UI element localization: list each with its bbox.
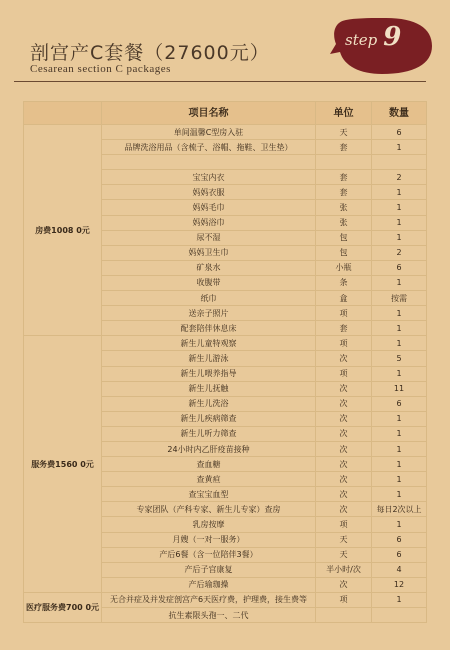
unit-cell: 天 bbox=[316, 547, 372, 562]
quantity-cell: 6 bbox=[372, 125, 427, 140]
header-cell-item: 项目名称 bbox=[102, 102, 316, 125]
item-name-cell: 尿不湿 bbox=[102, 230, 316, 245]
unit-cell: 次 bbox=[316, 487, 372, 502]
unit-cell bbox=[316, 155, 372, 170]
section-label: 医疗服务费700 0元 bbox=[24, 592, 102, 622]
unit-cell: 次 bbox=[316, 381, 372, 396]
unit-cell: 项 bbox=[316, 336, 372, 351]
header-cell-category bbox=[24, 102, 102, 125]
table-header-row bbox=[24, 102, 427, 125]
quantity-cell: 2 bbox=[372, 245, 427, 260]
item-name-cell: 纸巾 bbox=[102, 291, 316, 306]
item-name-cell: 新生儿游泳 bbox=[102, 351, 316, 366]
section-label: 房费1008 0元 bbox=[24, 125, 102, 336]
quantity-cell: 1 bbox=[372, 306, 427, 321]
unit-cell: 次 bbox=[316, 441, 372, 456]
quantity-cell: 11 bbox=[372, 381, 427, 396]
header-rule bbox=[14, 81, 426, 82]
unit-cell: 次 bbox=[316, 457, 372, 472]
item-name-cell: 无合并症及并发症剖宫产6天医疗费，护理费，接生费等 bbox=[102, 592, 316, 607]
unit-cell: 次 bbox=[316, 577, 372, 592]
quantity-cell bbox=[372, 608, 427, 623]
item-name-cell: 抗生素限头孢一、二代 bbox=[102, 608, 316, 623]
item-name-cell: 产后6餐（含一位陪伴3餐） bbox=[102, 547, 316, 562]
item-name-cell: 乳房按摩 bbox=[102, 517, 316, 532]
quantity-cell: 6 bbox=[372, 396, 427, 411]
quantity-cell: 4 bbox=[372, 562, 427, 577]
unit-cell: 条 bbox=[316, 275, 372, 290]
step-number: 9 bbox=[383, 22, 402, 52]
quantity-cell: 每日2次以上 bbox=[372, 502, 427, 517]
unit-cell: 次 bbox=[316, 502, 372, 517]
unit-cell: 次 bbox=[316, 472, 372, 487]
item-name-cell: 新生儿抚触 bbox=[102, 381, 316, 396]
item-name-cell: 收腹带 bbox=[102, 275, 316, 290]
quantity-cell: 1 bbox=[372, 336, 427, 351]
item-name-cell: 新生儿听力筛查 bbox=[102, 426, 316, 441]
section-label: 服务费1560 0元 bbox=[24, 336, 102, 593]
quantity-cell: 1 bbox=[372, 215, 427, 230]
quantity-cell: 1 bbox=[372, 487, 427, 502]
unit-cell: 次 bbox=[316, 396, 372, 411]
quantity-cell: 2 bbox=[372, 170, 427, 185]
item-name-cell: 查黄疸 bbox=[102, 472, 316, 487]
item-name-cell: 新生儿洗浴 bbox=[102, 396, 316, 411]
quantity-cell: 1 bbox=[372, 472, 427, 487]
item-name-cell: 妈妈衣服 bbox=[102, 185, 316, 200]
item-name-cell: 24小时内乙肝疫苗接种 bbox=[102, 441, 316, 456]
quantity-cell: 1 bbox=[372, 517, 427, 532]
step-badge-text bbox=[345, 22, 423, 52]
item-name-cell: 新生儿疾病筛查 bbox=[102, 411, 316, 426]
unit-cell: 项 bbox=[316, 306, 372, 321]
quantity-cell: 1 bbox=[372, 366, 427, 381]
quantity-cell: 6 bbox=[372, 260, 427, 275]
unit-cell: 半小时/次 bbox=[316, 562, 372, 577]
unit-cell: 天 bbox=[316, 125, 372, 140]
quantity-cell bbox=[372, 155, 427, 170]
quantity-cell: 按需 bbox=[372, 291, 427, 306]
item-name-cell: 查宝宝血型 bbox=[102, 487, 316, 502]
item-name-cell: 专家团队（产科专家、新生儿专家）查房 bbox=[102, 502, 316, 517]
quantity-cell: 6 bbox=[372, 532, 427, 547]
quantity-cell: 1 bbox=[372, 411, 427, 426]
item-name-cell: 送亲子照片 bbox=[102, 306, 316, 321]
quantity-cell: 1 bbox=[372, 441, 427, 456]
unit-cell: 盒 bbox=[316, 291, 372, 306]
item-name-cell: 查血糖 bbox=[102, 457, 316, 472]
quantity-cell: 1 bbox=[372, 275, 427, 290]
quantity-cell: 1 bbox=[372, 200, 427, 215]
item-name-cell: 妈妈卫生巾 bbox=[102, 245, 316, 260]
package-table bbox=[23, 101, 427, 623]
unit-cell: 套 bbox=[316, 185, 372, 200]
quantity-cell: 1 bbox=[372, 140, 427, 155]
quantity-cell: 5 bbox=[372, 351, 427, 366]
table-row bbox=[24, 125, 427, 140]
unit-cell: 次 bbox=[316, 411, 372, 426]
unit-cell: 项 bbox=[316, 366, 372, 381]
quantity-cell: 1 bbox=[372, 457, 427, 472]
header-cell-unit: 单位 bbox=[316, 102, 372, 125]
step-label: step bbox=[345, 31, 378, 49]
quantity-cell: 1 bbox=[372, 230, 427, 245]
unit-cell: 张 bbox=[316, 200, 372, 215]
unit-cell: 小瓶 bbox=[316, 260, 372, 275]
quantity-cell: 1 bbox=[372, 592, 427, 607]
unit-cell: 项 bbox=[316, 592, 372, 607]
page-subtitle: Cesarean section C packages bbox=[30, 63, 171, 75]
item-name-cell: 新生儿童特观察 bbox=[102, 336, 316, 351]
page-title: 剖宫产C套餐（27600元） bbox=[30, 42, 270, 64]
item-name-cell: 妈妈毛巾 bbox=[102, 200, 316, 215]
item-name-cell: 矿泉水 bbox=[102, 260, 316, 275]
item-name-cell: 产后瑜珈操 bbox=[102, 577, 316, 592]
unit-cell: 包 bbox=[316, 230, 372, 245]
item-name-cell: 配套陪伴休息床 bbox=[102, 321, 316, 336]
item-name-cell: 妈妈浴巾 bbox=[102, 215, 316, 230]
item-name-cell: 新生儿喂养指导 bbox=[102, 366, 316, 381]
unit-cell bbox=[316, 608, 372, 623]
item-name-cell: 宝宝内衣 bbox=[102, 170, 316, 185]
item-name-cell: 月嫂（一对一服务） bbox=[102, 532, 316, 547]
header-cell-qty: 数量 bbox=[372, 102, 427, 125]
item-name-cell bbox=[102, 155, 316, 170]
quantity-cell: 1 bbox=[372, 321, 427, 336]
item-name-cell: 产后子宫康复 bbox=[102, 562, 316, 577]
item-name-cell: 品牌洗浴用品（含梳子、浴帽、拖鞋、卫生垫） bbox=[102, 140, 316, 155]
unit-cell: 天 bbox=[316, 532, 372, 547]
unit-cell: 包 bbox=[316, 245, 372, 260]
unit-cell: 次 bbox=[316, 426, 372, 441]
unit-cell: 张 bbox=[316, 215, 372, 230]
item-name-cell: 单间温馨C型房入驻 bbox=[102, 125, 316, 140]
quantity-cell: 1 bbox=[372, 185, 427, 200]
unit-cell: 套 bbox=[316, 170, 372, 185]
unit-cell: 项 bbox=[316, 517, 372, 532]
table-body bbox=[24, 125, 427, 623]
quantity-cell: 12 bbox=[372, 577, 427, 592]
quantity-cell: 1 bbox=[372, 426, 427, 441]
table-row bbox=[24, 592, 427, 607]
unit-cell: 套 bbox=[316, 321, 372, 336]
unit-cell: 套 bbox=[316, 140, 372, 155]
table-row bbox=[24, 336, 427, 351]
unit-cell: 次 bbox=[316, 351, 372, 366]
quantity-cell: 6 bbox=[372, 547, 427, 562]
